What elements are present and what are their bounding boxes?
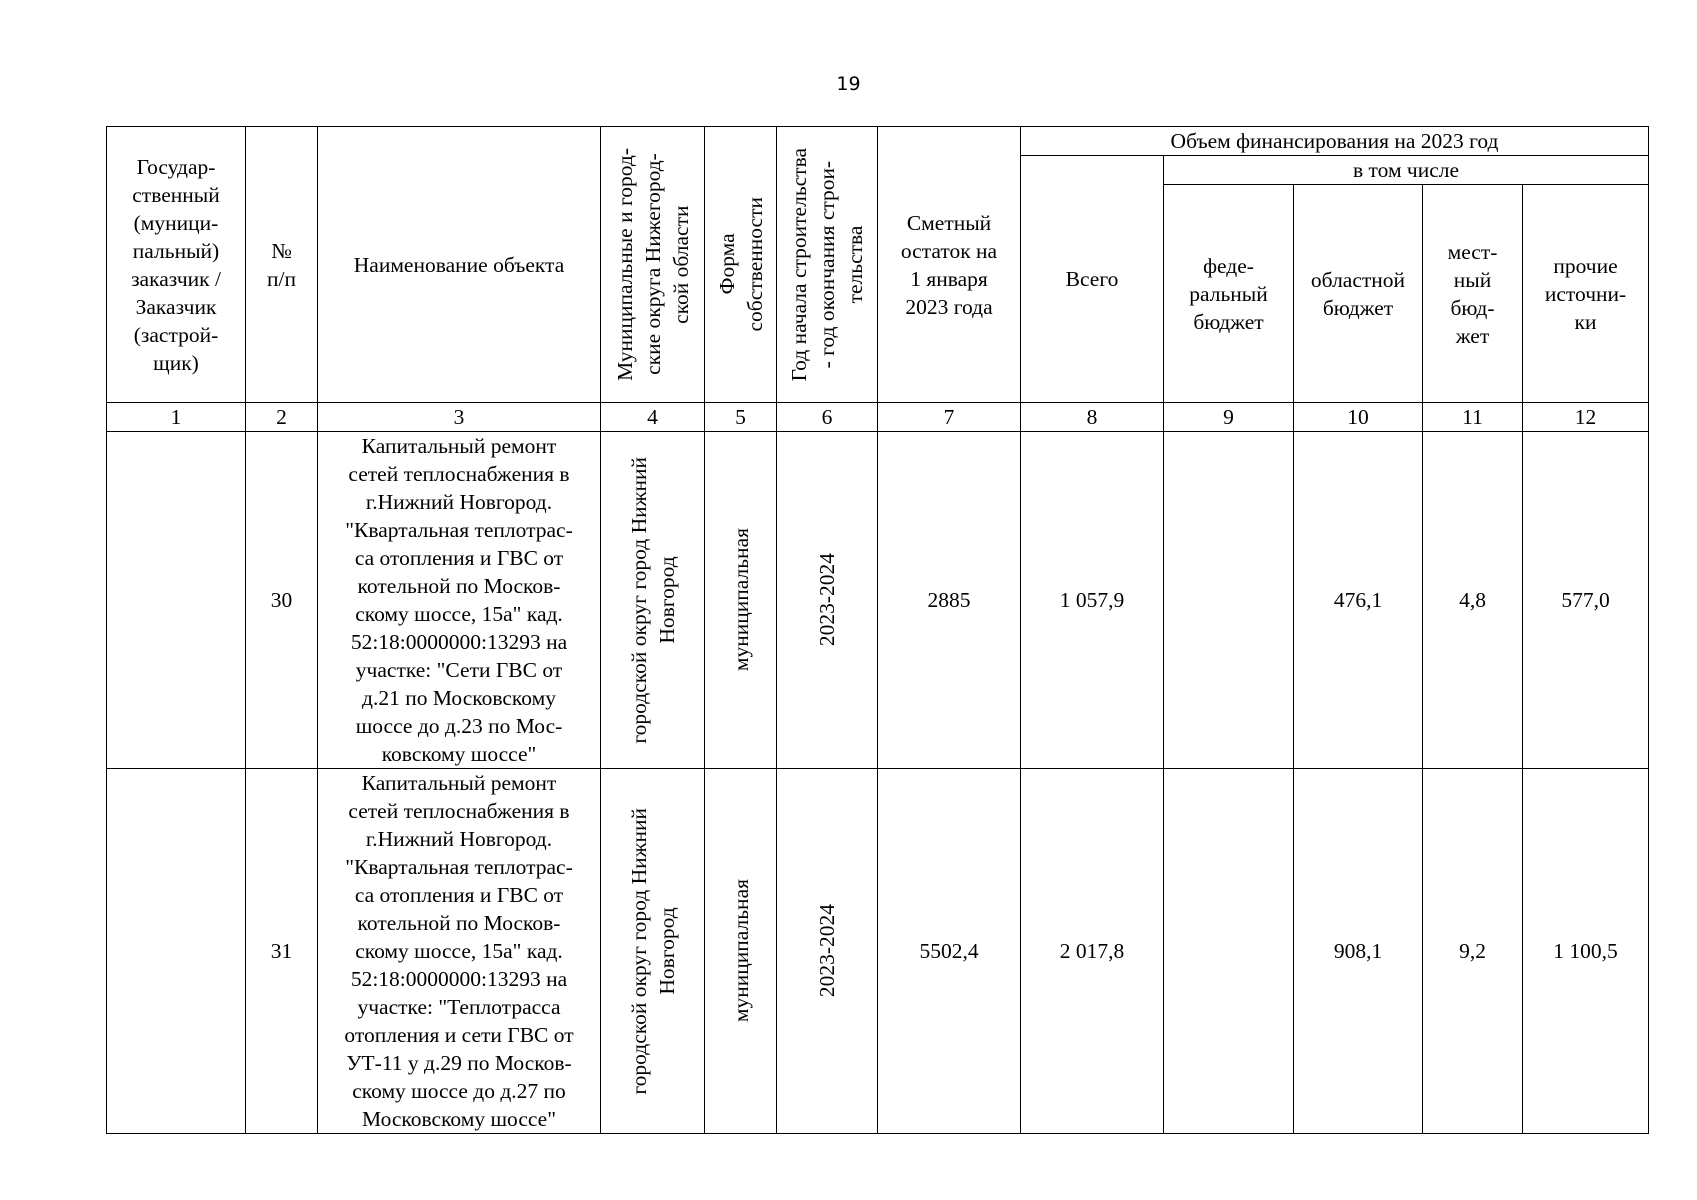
- column-number: 6: [777, 403, 878, 432]
- row-years: 2023-2024: [777, 769, 878, 1134]
- header-row-1: [107, 127, 1649, 156]
- row-other: 577,0: [1523, 432, 1649, 769]
- row-estimate: 2885: [878, 432, 1021, 769]
- header-estimate: Сметный остаток на 1 января 2023 года: [878, 127, 1021, 403]
- row-municipality: городской округ город Нижний Новгород: [601, 432, 705, 769]
- row-federal: [1164, 769, 1294, 1134]
- row-num: 30: [246, 432, 318, 769]
- column-number: 5: [705, 403, 777, 432]
- row-customer: [107, 769, 246, 1134]
- row-local: 4,8: [1423, 432, 1523, 769]
- row-municipality: городской округ город Нижний Новгород: [601, 769, 705, 1134]
- page-number: 19: [836, 73, 861, 95]
- column-number: 9: [1164, 403, 1294, 432]
- header-other: прочие источни- ки: [1523, 185, 1649, 403]
- row-years: 2023-2024: [777, 432, 878, 769]
- column-number: 1: [107, 403, 246, 432]
- row-federal: [1164, 432, 1294, 769]
- header-customer: Государ- ственный (муници- пальный) заказчик / Заказчик (застрой- щик): [107, 127, 246, 403]
- header-total: Всего: [1021, 156, 1164, 403]
- column-number: 2: [246, 403, 318, 432]
- row-ownership: муниципальная: [705, 432, 777, 769]
- header-num: № п/п: [246, 127, 318, 403]
- column-number: 11: [1423, 403, 1523, 432]
- row-customer: [107, 432, 246, 769]
- column-number: 12: [1523, 403, 1649, 432]
- header-years: Год начала строительства - год окончания строи- тельства: [777, 127, 878, 403]
- header-municipality: Муниципальные и город- ские округа Нижегород- ской области: [601, 127, 705, 403]
- column-number: 4: [601, 403, 705, 432]
- row-num: 31: [246, 769, 318, 1134]
- row-name: Капитальный ремонт сетей теплоснабжения в г.Нижний Новгород. "Квартальная теплотрас- са отопления и ГВС от котельной по Москов- скому шоссе, 15а" кад. 52:18:0000000:13293 на участке: "Сети ГВС от д.21 по Московскому шоссе до д.23 по Мос- ковскому шоссе": [318, 432, 601, 769]
- header-name: Наименование объекта: [318, 127, 601, 403]
- row-other: 1 100,5: [1523, 769, 1649, 1134]
- row-local: 9,2: [1423, 769, 1523, 1134]
- row-name: Капитальный ремонт сетей теплоснабжения в г.Нижний Новгород. "Квартальная теплотрас- са отопления и ГВС от котельной по Москов- скому шоссе, 15а" кад. 52:18:0000000:13293 на участке: "Теплотрасса отопления и сети ГВС от УТ-11 у д.29 по Москов- скому шоссе до д.27 по Московскому шоссе": [318, 769, 601, 1134]
- header-local: мест- ный бюд- жет: [1423, 185, 1523, 403]
- financing-table: [106, 126, 1649, 1134]
- header-regional: областной бюджет: [1294, 185, 1423, 403]
- table-row: [107, 432, 1649, 769]
- column-number: 8: [1021, 403, 1164, 432]
- header-funding-group: Объем финансирования на 2023 год: [1021, 127, 1649, 156]
- row-ownership: муниципальная: [705, 769, 777, 1134]
- header-including: в том числе: [1164, 156, 1649, 185]
- column-numbers-row: [107, 403, 1649, 432]
- column-number: 7: [878, 403, 1021, 432]
- row-estimate: 5502,4: [878, 769, 1021, 1134]
- table-row: [107, 769, 1649, 1134]
- column-number: 3: [318, 403, 601, 432]
- header-ownership: Форма собственности: [705, 127, 777, 403]
- header-federal: феде- ральный бюджет: [1164, 185, 1294, 403]
- column-number: 10: [1294, 403, 1423, 432]
- row-regional: 476,1: [1294, 432, 1423, 769]
- row-total: 1 057,9: [1021, 432, 1164, 769]
- row-total: 2 017,8: [1021, 769, 1164, 1134]
- row-regional: 908,1: [1294, 769, 1423, 1134]
